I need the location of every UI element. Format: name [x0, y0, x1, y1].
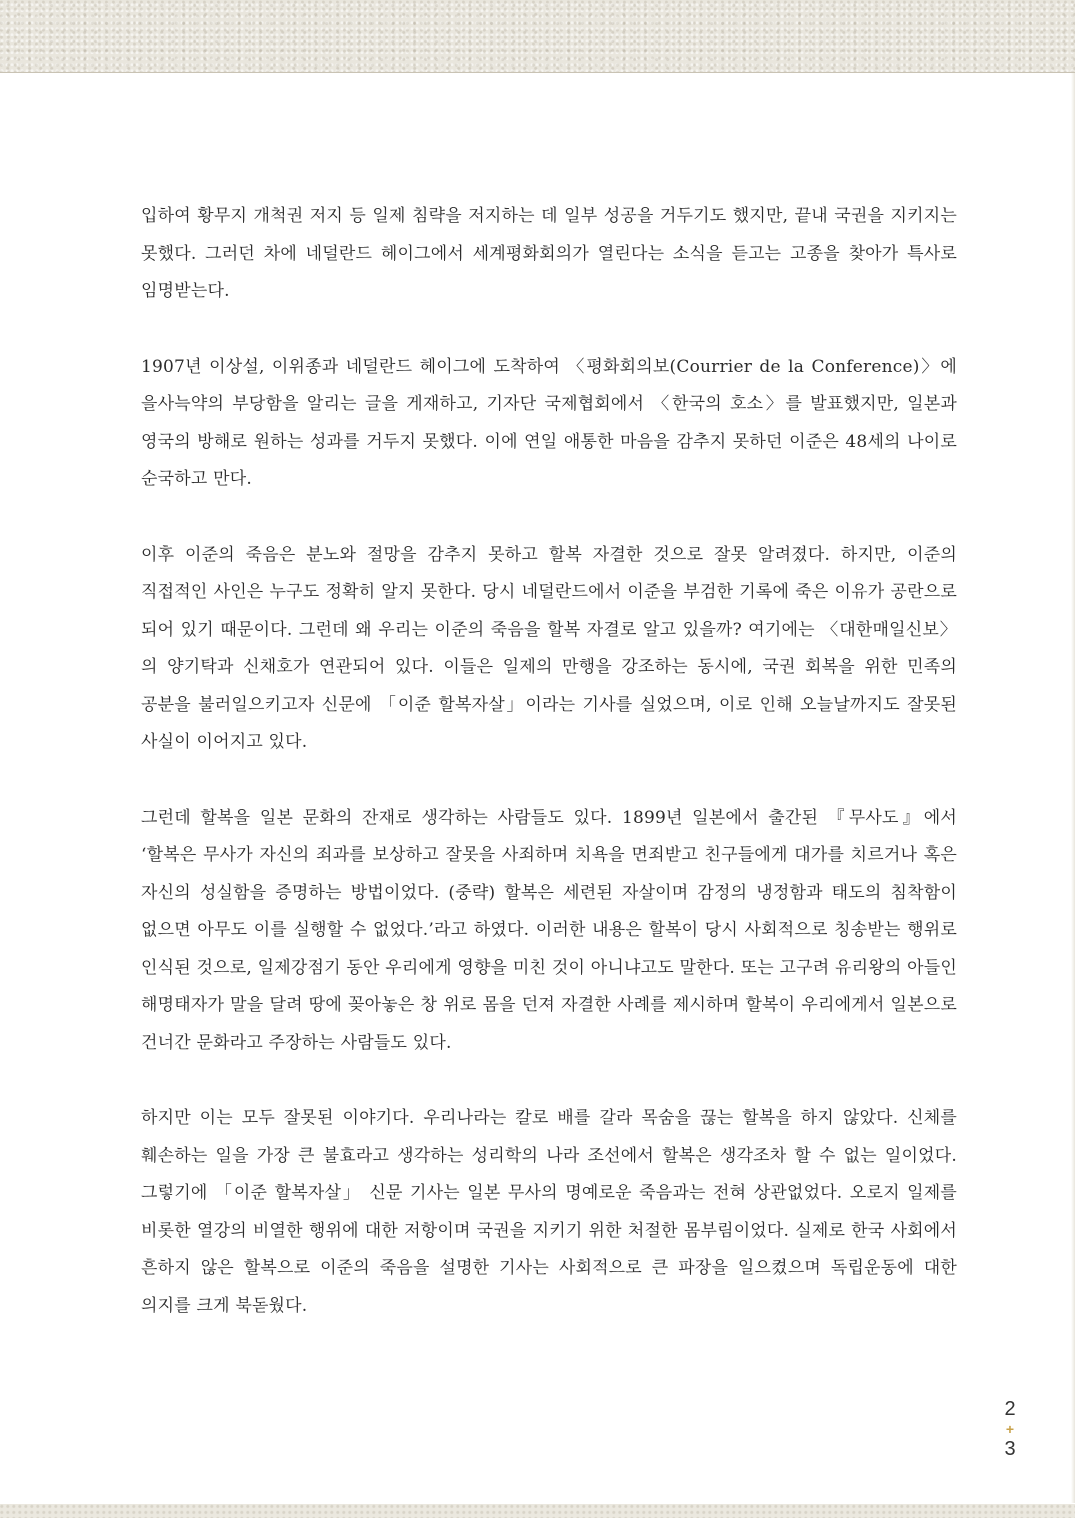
paragraph-5: 하지만 이는 모두 잘못된 이야기다. 우리나라는 칼로 배를 갈라 목숨을 끊는 할복을 하지 않았다. 신체를 훼손하는 일을 가장 큰 불효라고 생각하는 성리학의 나라 조선에서 할복은 생각조차 할 수 없는 일이었다. 그렇기에 「이준 할복자살」 신문 기사는 일본 무사의 명예로운 죽음과는 전혀 상관없었다. 오로지 일제를 비롯한 열강의 비열한 행위에 대한 저항이며 국권을 지키기 위한 처절한 몸부림이었다. 실제로 한국 사회에서 흔하지 않은 할복으로 이준의 죽음을 설명한 기사는 사회적으로 큰 파장을 일으켰으며 독립운동에 대한 의지를 크게 북돋웠다. [141, 1108, 957, 1316]
top-decorative-band [0, 0, 1075, 73]
paragraph-1: 입하여 황무지 개척권 저지 등 일제 침략을 저지하는 데 일부 성공을 거두기도 했지만, 끝내 국권을 지키지는 못했다. 그러던 차에 네덜란드 헤이그에서 세계평화회의가 열린다는 소식을 듣고는 고종을 찾아가 특사로 임명받는다. [141, 206, 957, 301]
page-number-right: 3 [1004, 1438, 1016, 1460]
right-edge-shadow [1071, 73, 1075, 1503]
paragraph-4: 그런데 할복을 일본 문화의 잔재로 생각하는 사람들도 있다. 1899년 일본에서 출간된 『무사도』에서 ‘할복은 무사가 자신의 죄과를 보상하고 잘못을 사죄하며 치욕을 면죄받고 친구들에게 대가를 치르거나 혹은 자신의 성실함을 증명하는 방법이었다. (중략) 할복은 세련된 자살이며 감정의 냉정함과 태도의 침착함이 없으면 아무도 이를 실행할 수 없었다.’라고 하였다. 이러한 내용은 할복이 당시 사회적으로 칭송받는 행위로 인식된 것으로, 일제강점기 동안 우리에게 영향을 미친 것이 아니냐고도 말한다. 또는 고구려 유리왕의 아들인 해명태자가 말을 달려 땅에 꽂아놓은 창 위로 몸을 던져 자결한 사례를 제시하며 할복이 우리에게서 일본으로 건너간 문화라고 주장하는 사람들도 있다. [141, 807, 957, 1053]
paragraph-2: 1907년 이상설, 이위종과 네덜란드 헤이그에 도착하여 〈평화회의보(Courrier de la Conference)〉에 을사늑약의 부당함을 알리는 글을 게재하고, 기자단 국제협회에서 〈한국의 호소〉를 발표했지만, 일본과 영국의 방해로 원하는 성과를 거두지 못했다. 이에 연일 애통한 마음을 감추지 못하던 이준은 48세의 나이로 순국하고 만다. [141, 356, 957, 489]
page-number-separator: + [1005, 1421, 1015, 1437]
bottom-decorative-band [0, 1504, 1075, 1518]
body-text [141, 198, 957, 1363]
page-number [996, 1398, 1024, 1460]
page-number-left: 2 [1004, 1398, 1016, 1420]
paragraph-3: 이후 이준의 죽음은 분노와 절망을 감추지 못하고 할복 자결한 것으로 잘못 알려졌다. 하지만, 이준의 직접적인 사인은 누구도 정확히 알지 못한다. 당시 네덜란드에서 이준을 부검한 기록에 죽은 이유가 공란으로 되어 있기 때문이다. 그런데 왜 우리는 이준의 죽음을 할복 자결로 알고 있을까? 여기에는 〈대한매일신보〉의 양기탁과 신채호가 연관되어 있다. 이들은 일제의 만행을 강조하는 동시에, 국권 회복을 위한 민족의 공분을 불러일으키고자 신문에 「이준 할복자살」이라는 기사를 실었으며, 이로 인해 오늘날까지도 잘못된 사실이 이어지고 있다. [141, 544, 957, 752]
